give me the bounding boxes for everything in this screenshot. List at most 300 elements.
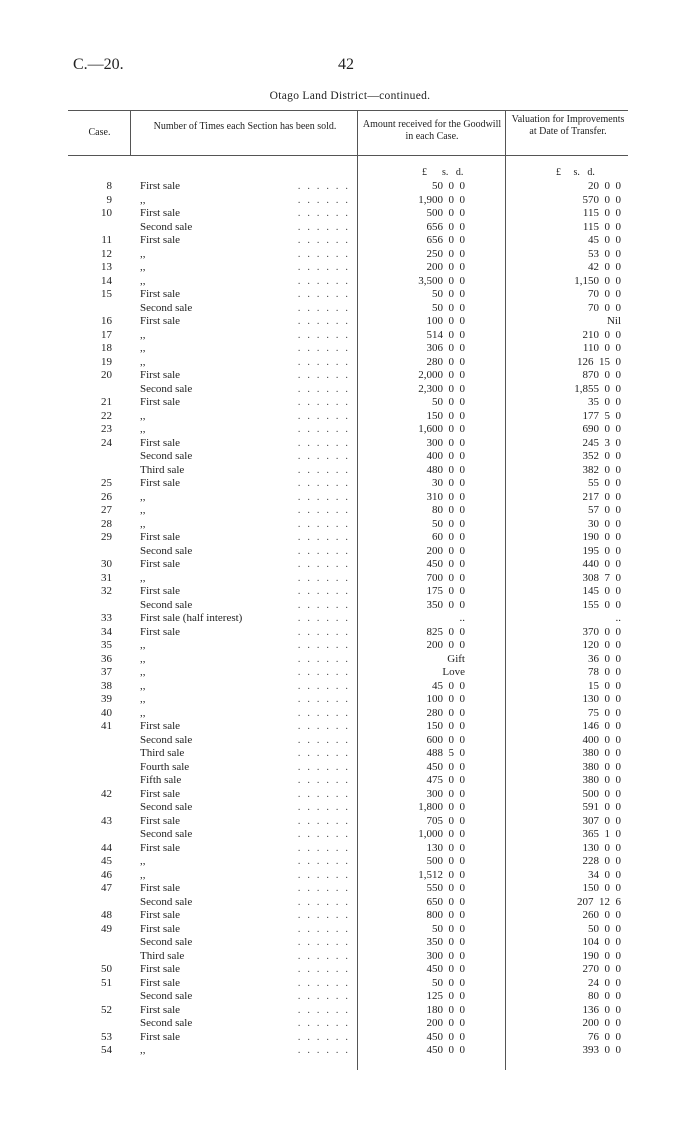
table-row xyxy=(80,207,621,221)
sale-text: ,, xyxy=(140,693,146,705)
sale-text: First sale xyxy=(140,1003,181,1016)
case-number: 36 xyxy=(101,652,112,665)
valuation-amount: 30 0 0 xyxy=(588,517,621,530)
valuation-amount: 45 0 0 xyxy=(588,234,621,246)
leader-dots: . . . . . . xyxy=(297,409,350,422)
leader-dots: . . . . . . xyxy=(297,571,350,584)
spacer xyxy=(465,302,511,316)
case-number xyxy=(80,464,112,478)
case-number xyxy=(80,221,112,235)
sale-description xyxy=(140,1031,358,1045)
sale-description xyxy=(140,774,358,788)
sale-text: Second sale xyxy=(140,301,193,314)
case-number: 53 xyxy=(101,1030,112,1043)
goodwill-amount: 1,512 0 0 xyxy=(418,868,465,881)
header-sales: Number of Times each Section has been sold. xyxy=(153,121,337,132)
sale-text: ,, xyxy=(140,423,146,435)
sale-text: First sale xyxy=(140,814,181,827)
sale-text: ,, xyxy=(140,666,146,678)
table-row xyxy=(80,923,621,937)
sale-text: First sale (half interest) xyxy=(140,612,243,624)
spacer xyxy=(465,437,511,451)
spacer xyxy=(465,720,511,734)
spacer xyxy=(465,585,511,599)
goodwill-amount: 300 0 0 xyxy=(426,949,465,962)
table-row xyxy=(80,963,621,977)
valuation-amount: 155 0 0 xyxy=(582,598,621,611)
goodwill-amount: 180 0 0 xyxy=(426,1003,465,1016)
valuation-amount: 380 0 0 xyxy=(582,774,621,786)
spacer xyxy=(112,1044,140,1058)
valuation-amount: 190 0 0 xyxy=(582,949,621,962)
case-number: 12 xyxy=(101,247,112,260)
spacer xyxy=(112,491,140,505)
goodwill-amount: 1,600 0 0 xyxy=(418,423,465,435)
leader-dots: . . . . . . xyxy=(297,895,350,908)
sale-description xyxy=(140,545,358,559)
table-row xyxy=(80,180,621,194)
spacer xyxy=(465,275,511,289)
sale-text: First sale xyxy=(140,288,181,300)
leader-dots: . . . . . . xyxy=(297,936,350,948)
sale-text: Second sale xyxy=(140,828,193,840)
table-row xyxy=(80,572,621,586)
case-number xyxy=(80,1017,112,1031)
sale-text: Second sale xyxy=(140,450,193,462)
spacer xyxy=(112,558,140,572)
case-number: 25 xyxy=(101,477,112,489)
goodwill-amount: 200 0 0 xyxy=(426,639,465,651)
spacer xyxy=(465,801,511,815)
valuation-amount: 393 0 0 xyxy=(582,1044,621,1056)
spacer xyxy=(465,788,511,802)
spacer xyxy=(465,450,511,464)
sale-text: First sale xyxy=(140,207,181,219)
header-case: Case. xyxy=(88,127,111,138)
sale-description xyxy=(140,585,358,599)
spacer xyxy=(112,666,140,680)
leader-dots: . . . . . . xyxy=(297,828,350,840)
valuation-amount: 308 7 0 xyxy=(582,571,621,584)
leader-dots: . . . . . . xyxy=(297,180,350,192)
spacer xyxy=(112,707,140,721)
goodwill-amount: 650 0 0 xyxy=(426,895,465,908)
table-row xyxy=(80,261,621,275)
case-number: 9 xyxy=(106,193,112,206)
sale-text: ,, xyxy=(140,274,146,287)
case-number xyxy=(80,774,112,788)
sale-description xyxy=(140,248,358,262)
leader-dots: . . . . . . xyxy=(297,1017,350,1029)
goodwill-amount: 50 0 0 xyxy=(432,396,465,408)
goodwill-amount: 200 0 0 xyxy=(426,1017,465,1029)
valuation-amount: 195 0 0 xyxy=(582,544,621,557)
spacer xyxy=(465,221,511,235)
spacer xyxy=(465,882,511,896)
sale-text: ,, xyxy=(140,706,146,719)
table-row xyxy=(80,599,621,613)
goodwill-amount: 825 0 0 xyxy=(426,625,465,638)
sale-description xyxy=(140,1017,358,1031)
sale-description xyxy=(140,383,358,397)
sale-description xyxy=(140,761,358,775)
valuation-amount: 260 0 0 xyxy=(582,909,621,921)
sale-description xyxy=(140,356,358,370)
case-number: 43 xyxy=(101,814,112,827)
spacer xyxy=(465,734,511,748)
sale-text: First sale xyxy=(140,315,181,327)
goodwill-amount: 280 0 0 xyxy=(426,355,465,368)
spacer xyxy=(112,626,140,640)
leader-dots: . . . . . . xyxy=(297,450,350,462)
goodwill-amount: 514 0 0 xyxy=(426,328,465,341)
table-row xyxy=(80,315,621,329)
spacer xyxy=(465,666,511,680)
table-title: Otago Land District—continued. xyxy=(269,90,431,102)
spacer xyxy=(112,855,140,869)
sale-description xyxy=(140,464,358,478)
valuation-amount: 35 0 0 xyxy=(588,396,621,408)
valuation-amount: 150 0 0 xyxy=(582,882,621,894)
table-row xyxy=(80,612,621,626)
valuation-amount: 382 0 0 xyxy=(582,463,621,476)
case-number: 50 xyxy=(101,963,112,975)
valuation-amount: 380 0 0 xyxy=(582,760,621,773)
goodwill-amount: 1,000 0 0 xyxy=(418,828,465,840)
valuation-amount: 80 0 0 xyxy=(588,990,621,1002)
sale-text: First sale xyxy=(140,585,181,597)
valuation-amount: 365 1 0 xyxy=(582,828,621,840)
case-number: 52 xyxy=(101,1003,112,1016)
table-row xyxy=(80,504,621,518)
sale-description xyxy=(140,275,358,289)
sale-description xyxy=(140,288,358,302)
valuation-amount: 36 0 0 xyxy=(588,652,621,665)
table-row xyxy=(80,518,621,532)
spacer xyxy=(112,450,140,464)
goodwill-amount: 50 0 0 xyxy=(432,922,465,935)
goodwill-amount: 300 0 0 xyxy=(426,436,465,449)
leader-dots: . . . . . . xyxy=(297,652,350,665)
sale-description xyxy=(140,788,358,802)
case-number: 54 xyxy=(101,1044,112,1056)
leader-dots: . . . . . . xyxy=(297,207,350,219)
sale-description xyxy=(140,720,358,734)
spacer xyxy=(465,545,511,559)
valuation-amount: 352 0 0 xyxy=(582,450,621,462)
spacer xyxy=(465,815,511,829)
case-number: 39 xyxy=(101,693,112,705)
sale-description xyxy=(140,842,358,856)
sale-description xyxy=(140,477,358,491)
table-row xyxy=(80,1044,621,1058)
sale-description xyxy=(140,369,358,383)
goodwill-amount: 30 0 0 xyxy=(432,477,465,489)
goodwill-amount: 60 0 0 xyxy=(432,531,465,543)
spacer xyxy=(465,923,511,937)
sale-description xyxy=(140,1004,358,1018)
sale-text: Second sale xyxy=(140,598,193,611)
case-number: 24 xyxy=(101,436,112,449)
spacer xyxy=(465,477,511,491)
valuation-amount: 870 0 0 xyxy=(582,369,621,381)
leader-dots: . . . . . . xyxy=(297,463,350,476)
sale-description xyxy=(140,342,358,356)
spacer xyxy=(465,693,511,707)
leader-dots: . . . . . . xyxy=(297,774,350,786)
spacer xyxy=(112,653,140,667)
sale-description xyxy=(140,909,358,923)
spacer xyxy=(465,612,511,626)
spacer xyxy=(112,842,140,856)
sale-text: ,, xyxy=(140,679,146,692)
spacer xyxy=(465,950,511,964)
goodwill-amount: Gift xyxy=(447,652,465,665)
valuation-amount: 57 0 0 xyxy=(588,504,621,516)
spacer xyxy=(112,990,140,1004)
table-row xyxy=(80,491,621,505)
goodwill-amount: 400 0 0 xyxy=(426,450,465,462)
table-row xyxy=(80,842,621,856)
leader-dots: . . . . . . xyxy=(297,841,350,854)
spacer xyxy=(465,180,511,194)
leader-dots: . . . . . . xyxy=(297,369,350,381)
spacer xyxy=(112,315,140,329)
case-number: 26 xyxy=(101,490,112,503)
spacer xyxy=(112,680,140,694)
leader-dots: . . . . . . xyxy=(297,1030,350,1043)
case-number xyxy=(80,936,112,950)
table-row xyxy=(80,194,621,208)
spacer xyxy=(112,815,140,829)
spacer xyxy=(112,221,140,235)
spacer xyxy=(112,747,140,761)
spacer xyxy=(112,383,140,397)
goodwill-amount: 450 0 0 xyxy=(426,1044,465,1056)
sale-text: ,, xyxy=(140,490,146,503)
sale-description xyxy=(140,1044,358,1058)
goodwill-amount: Love xyxy=(442,666,465,678)
table-row xyxy=(80,369,621,383)
leader-dots: . . . . . . xyxy=(297,517,350,530)
leader-dots: . . . . . . xyxy=(297,666,350,678)
valuation-amount: 307 0 0 xyxy=(582,814,621,827)
table-row xyxy=(80,626,621,640)
valuation-amount: 130 0 0 xyxy=(582,693,621,705)
spacer xyxy=(112,207,140,221)
valuation-amount: 228 0 0 xyxy=(582,855,621,867)
case-number: 11 xyxy=(101,234,112,246)
leader-dots: . . . . . . xyxy=(297,1044,350,1056)
leader-dots: . . . . . . xyxy=(297,747,350,759)
spacer xyxy=(112,356,140,370)
valuation-amount: 370 0 0 xyxy=(582,625,621,638)
case-number: 51 xyxy=(101,976,112,989)
spacer xyxy=(112,302,140,316)
leader-dots: . . . . . . xyxy=(297,949,350,962)
leader-dots: . . . . . . xyxy=(297,220,350,233)
goodwill-amount: 130 0 0 xyxy=(426,841,465,854)
leader-dots: . . . . . . xyxy=(297,679,350,692)
valuation-amount: 245 3 0 xyxy=(582,436,621,449)
case-number: 44 xyxy=(101,841,112,854)
spacer xyxy=(465,369,511,383)
spacer xyxy=(465,896,511,910)
spacer xyxy=(112,194,140,208)
sale-description xyxy=(140,315,358,329)
goodwill-amount: 300 0 0 xyxy=(426,787,465,800)
leader-dots: . . . . . . xyxy=(297,531,350,543)
table-row xyxy=(80,680,621,694)
sale-description xyxy=(140,815,358,829)
case-number: 19 xyxy=(101,355,112,368)
sale-text: First sale xyxy=(140,909,181,921)
leader-dots: . . . . . . xyxy=(297,423,350,435)
spacer xyxy=(112,801,140,815)
table-row xyxy=(80,329,621,343)
goodwill-amount: 2,000 0 0 xyxy=(418,369,465,381)
table-row xyxy=(80,450,621,464)
sale-description xyxy=(140,936,358,950)
sale-description xyxy=(140,707,358,721)
leader-dots: . . . . . . xyxy=(297,328,350,341)
sale-text: Second sale xyxy=(140,801,193,813)
leader-dots: . . . . . . xyxy=(297,342,350,354)
spacer xyxy=(465,531,511,545)
goodwill-amount: 1,900 0 0 xyxy=(418,193,465,206)
spacer xyxy=(112,882,140,896)
valuation-amount: 1,855 0 0 xyxy=(574,382,621,395)
sale-text: First sale xyxy=(140,787,181,800)
case-number xyxy=(80,896,112,910)
sale-text: Second sale xyxy=(140,990,193,1002)
sale-text: ,, xyxy=(140,571,146,584)
case-number xyxy=(80,450,112,464)
valuation-amount: 50 0 0 xyxy=(588,922,621,935)
valuation-amount: 53 0 0 xyxy=(588,247,621,260)
sale-text: First sale xyxy=(140,841,181,854)
leader-dots: . . . . . . xyxy=(297,720,350,732)
leader-dots: . . . . . . xyxy=(297,801,350,813)
case-number: 27 xyxy=(101,504,112,516)
table-row xyxy=(80,356,621,370)
sale-description xyxy=(140,261,358,275)
header-top-rule xyxy=(68,110,628,111)
spacer xyxy=(465,518,511,532)
case-number: 10 xyxy=(101,207,112,219)
sale-text: ,, xyxy=(140,342,146,354)
case-number: 20 xyxy=(101,369,112,381)
goodwill-amount: 125 0 0 xyxy=(426,990,465,1002)
valuation-amount: 115 0 0 xyxy=(582,220,621,233)
spacer xyxy=(465,842,511,856)
sale-description xyxy=(140,410,358,424)
spacer xyxy=(112,612,140,626)
case-number: 34 xyxy=(101,625,112,638)
table-row xyxy=(80,477,621,491)
spacer xyxy=(465,707,511,721)
sale-text: Second sale xyxy=(140,382,193,395)
spacer xyxy=(112,180,140,194)
sale-description xyxy=(140,302,358,316)
valuation-amount: 70 0 0 xyxy=(588,288,621,300)
leader-dots: . . . . . . xyxy=(297,963,350,975)
spacer xyxy=(112,909,140,923)
valuation-amount: 217 0 0 xyxy=(582,490,621,503)
table-row xyxy=(80,990,621,1004)
table-row xyxy=(80,302,621,316)
case-number xyxy=(80,747,112,761)
table-row xyxy=(80,788,621,802)
goodwill-amount: 200 0 0 xyxy=(426,544,465,557)
sale-description xyxy=(140,396,358,410)
sale-text: Second sale xyxy=(140,1017,193,1029)
spacer xyxy=(112,396,140,410)
case-number xyxy=(80,990,112,1004)
spacer xyxy=(112,504,140,518)
spacer xyxy=(465,315,511,329)
table-row xyxy=(80,1004,621,1018)
sale-text: Third sale xyxy=(140,463,185,476)
table-row xyxy=(80,774,621,788)
sale-text: Second sale xyxy=(140,936,193,948)
sale-text: ,, xyxy=(140,504,146,516)
spacer xyxy=(465,1031,511,1045)
case-number: 22 xyxy=(101,409,112,422)
leader-dots: . . . . . . xyxy=(297,261,350,273)
goodwill-amount: 600 0 0 xyxy=(426,733,465,746)
spacer xyxy=(465,572,511,586)
case-number: 38 xyxy=(101,679,112,692)
table-row xyxy=(80,869,621,883)
spacer xyxy=(112,1017,140,1031)
spacer xyxy=(465,963,511,977)
spacer xyxy=(465,396,511,410)
valuation-amount: 15 0 0 xyxy=(588,679,621,692)
table-row xyxy=(80,275,621,289)
spacer xyxy=(465,248,511,262)
spacer xyxy=(465,653,511,667)
goodwill-amount: 150 0 0 xyxy=(426,720,465,732)
table-row xyxy=(80,855,621,869)
leader-dots: . . . . . . xyxy=(297,355,350,368)
spacer xyxy=(112,720,140,734)
table-row xyxy=(80,464,621,478)
page-number: 42 xyxy=(338,56,354,73)
leader-dots: . . . . . . xyxy=(297,247,350,260)
sale-description xyxy=(140,558,358,572)
sale-description xyxy=(140,855,358,869)
sale-text: ,, xyxy=(140,261,146,273)
table-row xyxy=(80,693,621,707)
case-number: 49 xyxy=(101,922,112,935)
leader-dots: . . . . . . xyxy=(297,855,350,867)
leader-dots: . . . . . . xyxy=(297,504,350,516)
valuation-amount: 200 0 0 xyxy=(582,1017,621,1029)
goodwill-amount: 310 0 0 xyxy=(426,490,465,503)
table-row xyxy=(80,801,621,815)
sale-description xyxy=(140,626,358,640)
valuation-amount: 177 5 0 xyxy=(582,409,621,422)
sale-text: Second sale xyxy=(140,220,193,233)
spacer xyxy=(465,774,511,788)
sale-description xyxy=(140,194,358,208)
spacer xyxy=(112,788,140,802)
goodwill-amount: 450 0 0 xyxy=(426,760,465,773)
sale-text: Fourth sale xyxy=(140,760,190,773)
case-number: 16 xyxy=(101,315,112,327)
valuation-amount: 20 0 0 xyxy=(588,180,621,192)
